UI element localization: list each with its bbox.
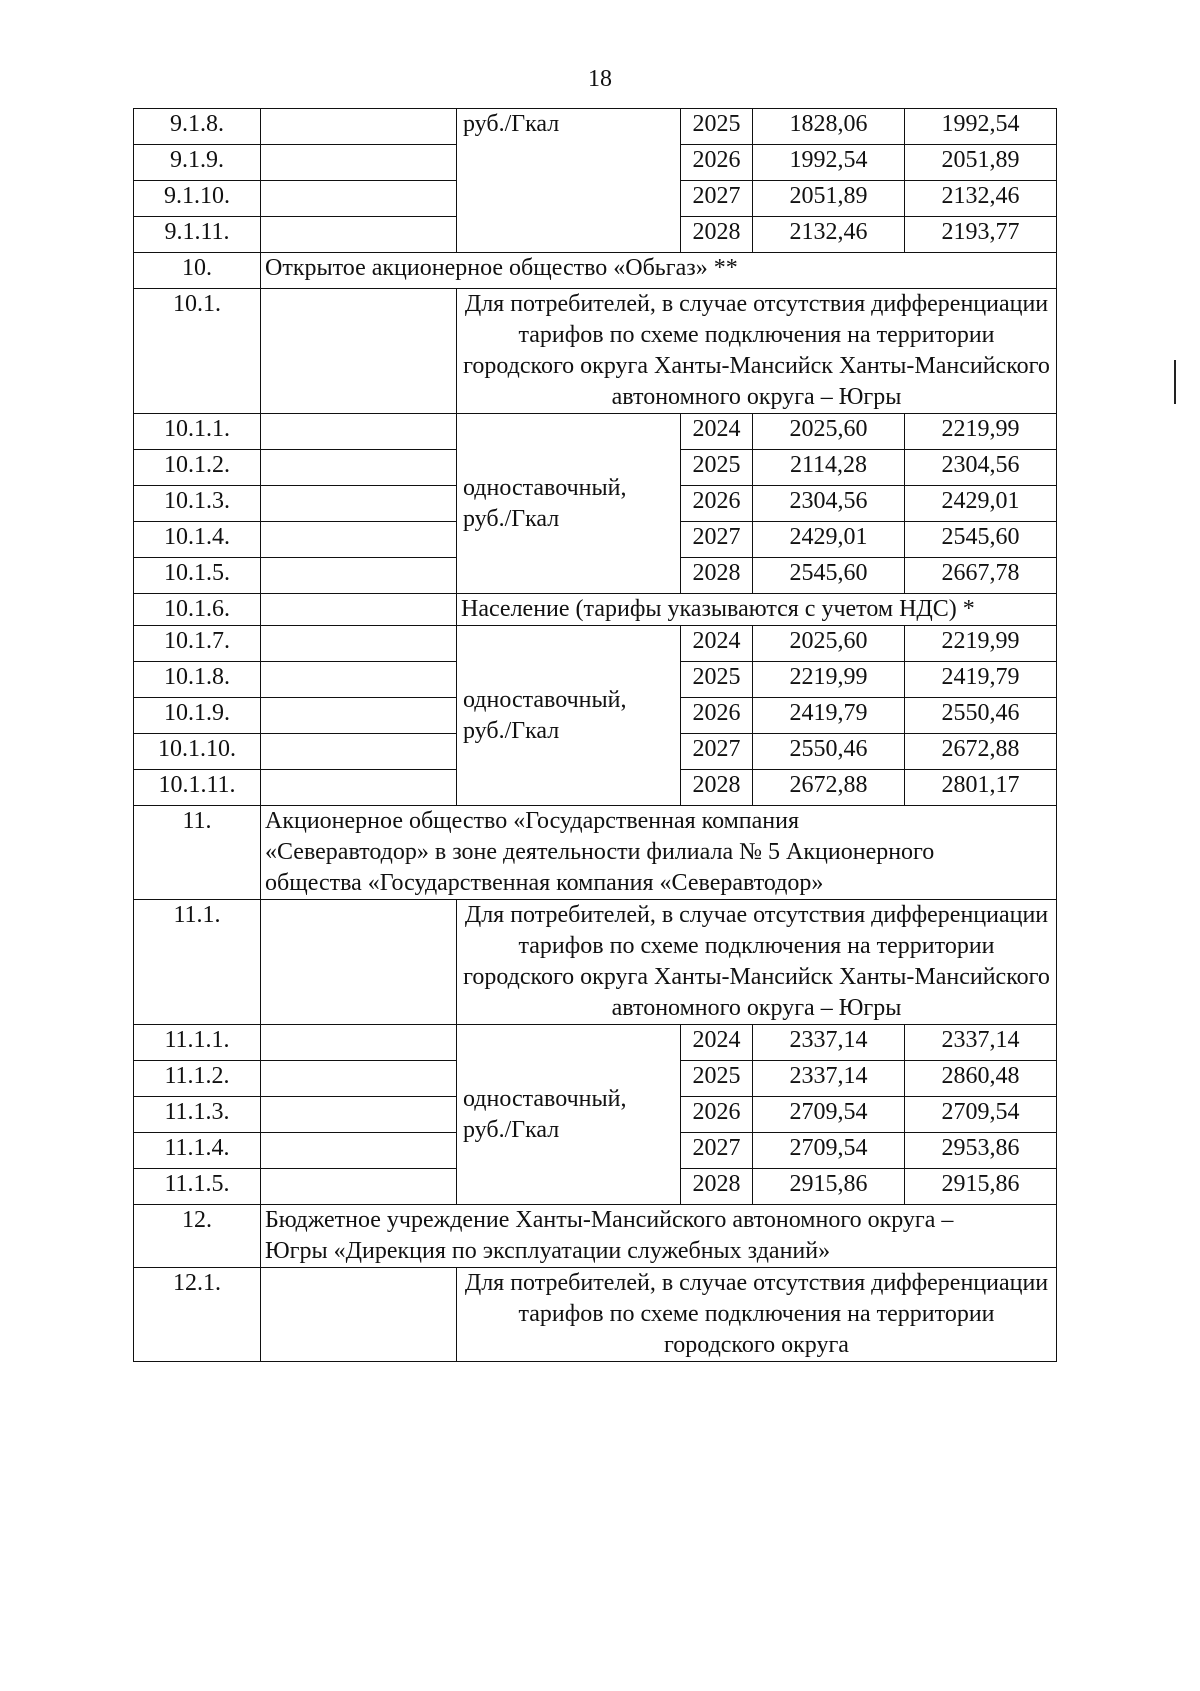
empty-cell xyxy=(261,289,457,414)
year-cell: 2027 xyxy=(681,181,753,217)
year-cell: 2027 xyxy=(681,522,753,558)
row-number: 10.1.11. xyxy=(134,770,261,806)
year-cell: 2027 xyxy=(681,734,753,770)
row-number: 11.1.3. xyxy=(134,1097,261,1133)
tariff-value-1: 2304,56 xyxy=(753,486,905,522)
row-number: 11.1. xyxy=(134,900,261,1025)
consumer-group: Для потребителей, в случае отсутствия дифференциации тарифов по схеме подключения на территории городского округа xyxy=(457,1268,1057,1362)
year-cell: 2025 xyxy=(681,1061,753,1097)
tariff-value-2: 2219,99 xyxy=(905,626,1057,662)
empty-cell xyxy=(261,662,457,698)
tariff-value-1: 2051,89 xyxy=(753,181,905,217)
row-number: 9.1.8. xyxy=(134,109,261,145)
tariff-value-1: 2025,60 xyxy=(753,626,905,662)
tariff-value-1: 2672,88 xyxy=(753,770,905,806)
tariff-value-2: 2667,78 xyxy=(905,558,1057,594)
tariff-value-2: 2419,79 xyxy=(905,662,1057,698)
table-row xyxy=(134,1025,1057,1061)
tariff-value-2: 2132,46 xyxy=(905,181,1057,217)
tariff-value-2: 2915,86 xyxy=(905,1169,1057,1205)
empty-cell xyxy=(261,698,457,734)
row-number: 12.1. xyxy=(134,1268,261,1362)
row-number: 10.1.6. xyxy=(134,594,261,626)
table-row xyxy=(134,289,1057,414)
table-row xyxy=(134,594,1057,626)
tariff-value-1: 1828,06 xyxy=(753,109,905,145)
table-row xyxy=(134,109,1057,145)
tariff-value-1: 2545,60 xyxy=(753,558,905,594)
year-cell: 2026 xyxy=(681,145,753,181)
tariff-value-2: 2545,60 xyxy=(905,522,1057,558)
tariff-value-2: 2860,48 xyxy=(905,1061,1057,1097)
empty-cell xyxy=(261,414,457,450)
tariff-value-1: 2550,46 xyxy=(753,734,905,770)
consumer-group: Для потребителей, в случае отсутствия дифференциации тарифов по схеме подключения на территории городского округа Ханты-Мансийск Ханты-Мансийского автономного округа – Югры xyxy=(457,900,1057,1025)
row-number: 9.1.9. xyxy=(134,145,261,181)
tariff-value-1: 1992,54 xyxy=(753,145,905,181)
row-number: 10.1. xyxy=(134,289,261,414)
row-number: 11.1.5. xyxy=(134,1169,261,1205)
scan-edge-mark xyxy=(1174,360,1176,404)
year-cell: 2028 xyxy=(681,1169,753,1205)
year-cell: 2027 xyxy=(681,1133,753,1169)
tariff-value-2: 2219,99 xyxy=(905,414,1057,450)
table-row xyxy=(134,806,1057,900)
row-number: 11. xyxy=(134,806,261,900)
unit-cell: одноставочный, руб./Гкал xyxy=(457,626,681,806)
empty-cell xyxy=(261,109,457,145)
table-row xyxy=(134,253,1057,289)
unit-cell: одноставочный, руб./Гкал xyxy=(457,414,681,594)
table-row xyxy=(134,414,1057,450)
row-number: 10.1.8. xyxy=(134,662,261,698)
tariff-table xyxy=(133,108,1057,1362)
empty-cell xyxy=(261,558,457,594)
population-group: Население (тарифы указываются с учетом НДС) * xyxy=(457,594,1057,626)
year-cell: 2026 xyxy=(681,486,753,522)
tariff-value-2: 2051,89 xyxy=(905,145,1057,181)
empty-cell xyxy=(261,1061,457,1097)
tariff-value-1: 2337,14 xyxy=(753,1025,905,1061)
empty-cell xyxy=(261,1169,457,1205)
organization-name: Бюджетное учреждение Ханты-Мансийского автономного округа – Югры «Дирекция по эксплуатации служебных зданий» xyxy=(261,1205,1057,1268)
organization-name: Открытое акционерное общество «Обьгаз» ** xyxy=(261,253,1057,289)
tariff-value-2: 2337,14 xyxy=(905,1025,1057,1061)
tariff-value-2: 2953,86 xyxy=(905,1133,1057,1169)
row-number: 10.1.10. xyxy=(134,734,261,770)
empty-cell xyxy=(261,522,457,558)
empty-cell xyxy=(261,1097,457,1133)
row-number: 11.1.2. xyxy=(134,1061,261,1097)
year-cell: 2024 xyxy=(681,626,753,662)
tariff-value-2: 2801,17 xyxy=(905,770,1057,806)
tariff-value-1: 2915,86 xyxy=(753,1169,905,1205)
year-cell: 2024 xyxy=(681,1025,753,1061)
row-number: 11.1.1. xyxy=(134,1025,261,1061)
empty-cell xyxy=(261,486,457,522)
tariff-value-2: 2304,56 xyxy=(905,450,1057,486)
tariff-value-2: 2429,01 xyxy=(905,486,1057,522)
tariff-value-1: 2025,60 xyxy=(753,414,905,450)
row-number: 10. xyxy=(134,253,261,289)
tariff-value-2: 2709,54 xyxy=(905,1097,1057,1133)
year-cell: 2024 xyxy=(681,414,753,450)
tariff-value-1: 2709,54 xyxy=(753,1097,905,1133)
tariff-value-1: 2337,14 xyxy=(753,1061,905,1097)
row-number: 11.1.4. xyxy=(134,1133,261,1169)
row-number: 9.1.10. xyxy=(134,181,261,217)
empty-cell xyxy=(261,770,457,806)
year-cell: 2026 xyxy=(681,698,753,734)
row-number: 10.1.1. xyxy=(134,414,261,450)
tariff-value-2: 2550,46 xyxy=(905,698,1057,734)
page-number: 18 xyxy=(588,66,612,92)
tariff-value-2: 2672,88 xyxy=(905,734,1057,770)
row-number: 10.1.7. xyxy=(134,626,261,662)
empty-cell xyxy=(261,900,457,1025)
tariff-value-1: 2429,01 xyxy=(753,522,905,558)
unit-cell: одноставочный, руб./Гкал xyxy=(457,1025,681,1205)
organization-name: Акционерное общество «Государственная компания «Северавтодор» в зоне деятельности филиала № 5 Акционерного общества «Государственная компания «Северавтодор» xyxy=(261,806,1057,900)
empty-cell xyxy=(261,450,457,486)
year-cell: 2025 xyxy=(681,662,753,698)
year-cell: 2028 xyxy=(681,558,753,594)
year-cell: 2025 xyxy=(681,109,753,145)
row-number: 10.1.4. xyxy=(134,522,261,558)
empty-cell xyxy=(261,1133,457,1169)
row-number: 10.1.5. xyxy=(134,558,261,594)
table-row xyxy=(134,626,1057,662)
row-number: 9.1.11. xyxy=(134,217,261,253)
row-number: 12. xyxy=(134,1205,261,1268)
year-cell: 2028 xyxy=(681,770,753,806)
unit-cell: руб./Гкал xyxy=(457,109,681,253)
tariff-value-2: 1992,54 xyxy=(905,109,1057,145)
empty-cell xyxy=(261,1268,457,1362)
year-cell: 2026 xyxy=(681,1097,753,1133)
empty-cell xyxy=(261,145,457,181)
tariff-value-1: 2219,99 xyxy=(753,662,905,698)
empty-cell xyxy=(261,626,457,662)
empty-cell xyxy=(261,217,457,253)
year-cell: 2025 xyxy=(681,450,753,486)
tariff-value-1: 2132,46 xyxy=(753,217,905,253)
empty-cell xyxy=(261,594,457,626)
tariff-value-1: 2114,28 xyxy=(753,450,905,486)
table-row xyxy=(134,1205,1057,1268)
empty-cell xyxy=(261,734,457,770)
year-cell: 2028 xyxy=(681,217,753,253)
tariff-value-1: 2709,54 xyxy=(753,1133,905,1169)
row-number: 10.1.2. xyxy=(134,450,261,486)
empty-cell xyxy=(261,1025,457,1061)
empty-cell xyxy=(261,181,457,217)
consumer-group: Для потребителей, в случае отсутствия дифференциации тарифов по схеме подключения на территории городского округа Ханты-Мансийск Ханты-Мансийского автономного округа – Югры xyxy=(457,289,1057,414)
tariff-value-2: 2193,77 xyxy=(905,217,1057,253)
tariff-value-1: 2419,79 xyxy=(753,698,905,734)
row-number: 10.1.9. xyxy=(134,698,261,734)
table-row xyxy=(134,900,1057,1025)
table-row xyxy=(134,1268,1057,1362)
row-number: 10.1.3. xyxy=(134,486,261,522)
